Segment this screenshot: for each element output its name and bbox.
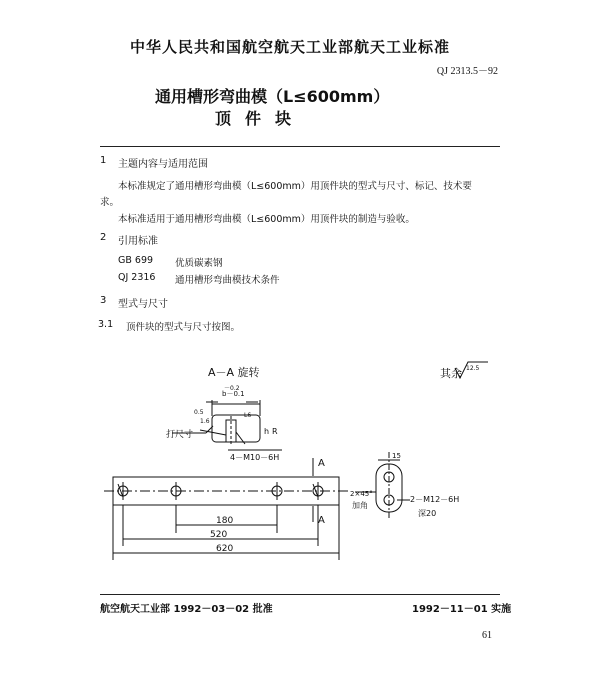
document-title: 通用槽形弯曲模（L≤600mm） xyxy=(155,87,390,106)
mark-size-label: 打尺寸 xyxy=(166,430,194,440)
dim-r-label: R xyxy=(272,427,278,436)
page-number: 61 xyxy=(482,630,492,641)
section-3-title: 型式与尺寸 xyxy=(118,299,168,310)
section-1-number: 1 xyxy=(100,155,107,166)
standard-code: QJ 2313.5－92 xyxy=(436,66,498,77)
section-2-number: 2 xyxy=(100,232,107,243)
dim-left-label-2: 1.6 xyxy=(200,418,210,425)
hole-spec-label: 4－M10－6H xyxy=(230,453,280,462)
chamfer-note: 加角 xyxy=(352,501,368,510)
roughness-note: 其余 xyxy=(440,367,462,380)
section-mark-bottom: A xyxy=(318,515,325,526)
chamfer-label: 2×45° xyxy=(350,490,373,498)
thread-spec: 2－M12－6H xyxy=(410,495,460,504)
section-2-title: 引用标准 xyxy=(118,236,158,247)
section-1-title: 主题内容与适用范围 xyxy=(118,159,208,170)
dim-b-tol-label: －0.2 xyxy=(224,385,240,392)
dim-180: 180 xyxy=(216,516,234,526)
section-1-paragraph-1-cont: 求。 xyxy=(100,197,120,208)
reference-title-2: 通用槽形弯曲模技术条件 xyxy=(175,275,280,286)
roughness-value: 12.5 xyxy=(466,365,480,372)
section-view-label: A－A 旋转 xyxy=(208,366,260,379)
issuing-authority: 中华人民共和国航空航天工业部航天工业标准 xyxy=(130,38,451,56)
section-3-number: 3 xyxy=(100,295,107,306)
section-1-paragraph-2: 本标准适用于通用槽形弯曲模（L≤600mm）用顶件块的制造与验收。 xyxy=(118,214,415,225)
footer-divider xyxy=(100,594,500,595)
dim-15: 15 xyxy=(392,452,401,460)
approval-date: 航空航天工业部 1992－03－02 批准 xyxy=(100,604,273,615)
dim-left-label-1: 0.5 xyxy=(194,409,204,416)
header-divider xyxy=(100,146,500,147)
dim-620: 620 xyxy=(216,544,234,554)
reference-code-2: QJ 2316 xyxy=(118,272,156,283)
technical-drawing xyxy=(0,360,600,570)
document-subtitle: 顶件块 xyxy=(215,109,306,128)
thread-depth: 深20 xyxy=(418,509,437,518)
effective-date: 1992－11－01 实施 xyxy=(412,604,512,615)
clause-3-1-text: 顶件块的型式与尺寸按图。 xyxy=(126,322,241,333)
dim-520: 520 xyxy=(210,530,228,540)
reference-code-1: GB 699 xyxy=(118,255,154,266)
section-mark-top: A xyxy=(318,458,325,469)
dim-l6-label: L6 xyxy=(244,412,252,419)
clause-3-1-number: 3.1 xyxy=(98,319,114,330)
dim-b-label: b－0.1 xyxy=(222,390,245,398)
reference-title-1: 优质碳素钢 xyxy=(175,258,223,269)
section-1-paragraph-1: 本标准规定了通用槽形弯曲模（L≤600mm）用顶件块的型式与尺寸、标记、技术要 xyxy=(118,181,472,192)
dim-h-label: h xyxy=(264,427,270,436)
